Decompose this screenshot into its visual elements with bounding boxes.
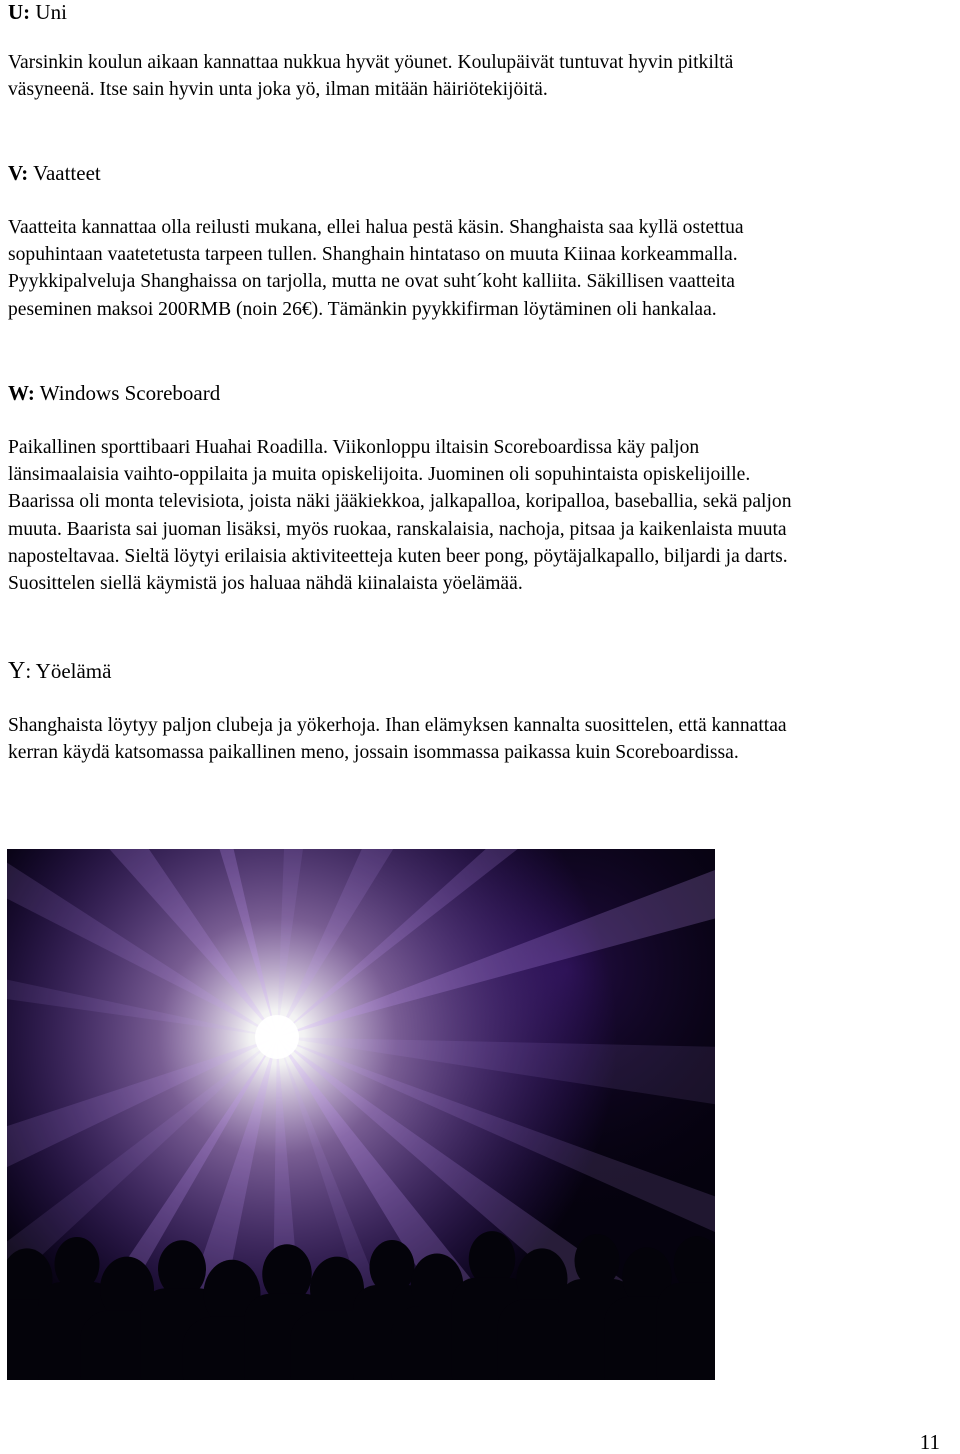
heading-title: : Yöelämä: [25, 659, 112, 683]
paragraph-line: naposteltavaa. Sieltä löytyi erilaisia aktiviteetteja kuten beer pong, pöytäjalkapallo, biljardi ja darts.: [8, 545, 788, 567]
paragraph-line: Varsinkin koulun aikaan kannattaa nukkua hyvät yöunet. Koulupäivät tuntuvat hyvin pitkiltä: [8, 52, 734, 73]
section-paragraph-yoelama: [8, 712, 958, 766]
section-paragraph-vaatteet: [8, 214, 958, 323]
section-heading-uni: [8, 0, 67, 24]
paragraph-line: väsyneenä. Itse sain hyvin unta joka yö, ilman mitään häiriötekijöitä.: [8, 79, 548, 101]
nightclub-photo-art: [7, 849, 715, 1380]
heading-letter: W:: [8, 381, 35, 405]
section-heading-vaatteet: [8, 161, 101, 185]
paragraph-line: Vaatteita kannattaa olla reilusti mukana, ellei halua pestä käsin. Shanghaista saa kyllä ostettua: [8, 217, 744, 238]
nightclub-photo: [7, 849, 715, 1380]
paragraph-line: Pyykkipalveluja Shanghaissa on tarjolla, mutta ne ovat suht´koht kalliita. Säkillisen vaatteita: [8, 271, 735, 293]
paragraph-line: sopuhintaan vaatetetusta tarpeen tullen. Shanghain hintataso on muuta Kiinaa korkeammalla.: [8, 244, 738, 266]
heading-title: Vaatteet: [28, 161, 101, 185]
paragraph-line: kerran käydä katsomassa paikallinen meno, jossain isommassa paikassa kuin Scoreboardissa.: [8, 742, 739, 764]
paragraph-line: Suosittelen siellä käymistä jos haluaa nähdä kiinalaista yöelämää.: [8, 573, 523, 595]
heading-title: Uni: [30, 0, 67, 24]
heading-letter: Y: [8, 658, 26, 684]
paragraph-line: länsimaalaisia vaihto-oppilaita ja muita opiskelijoita. Juominen oli sopuhintaista opiskelijoille.: [8, 464, 751, 486]
section-heading-windows-scoreboard: [8, 381, 220, 405]
heading-letter: U:: [8, 0, 31, 24]
heading-letter: V:: [8, 161, 29, 185]
paragraph-line: muuta. Baarista sai juoman lisäksi, myös ruokaa, ranskalaisia, nachoja, pitsaa ja kaikenlaista muuta: [8, 518, 787, 540]
heading-title: Windows Scoreboard: [34, 381, 221, 405]
section-heading-yoelama: [8, 659, 111, 683]
page-number: 11: [919, 1430, 940, 1454]
paragraph-line: peseminen maksoi 200RMB (noin 26€). Tämänkin pyykkifirman löytäminen oli hankalaa.: [8, 298, 717, 320]
light-source: [255, 1015, 299, 1059]
paragraph-line: Shanghaista löytyy paljon clubeja ja yökerhoja. Ihan elämyksen kannalta suosittelen, että kannattaa: [8, 715, 787, 736]
section-paragraph-windows-scoreboard: [8, 434, 958, 597]
paragraph-line: Baarissa oli monta televisiota, joista näki jääkiekkoa, jalkapalloa, koripalloa, baseballia, sekä paljon: [8, 491, 792, 513]
section-paragraph-uni: [8, 49, 958, 103]
paragraph-line: Paikallinen sporttibaari Huahai Roadilla. Viikonloppu iltaisin Scoreboardissa käy paljon: [8, 437, 700, 458]
